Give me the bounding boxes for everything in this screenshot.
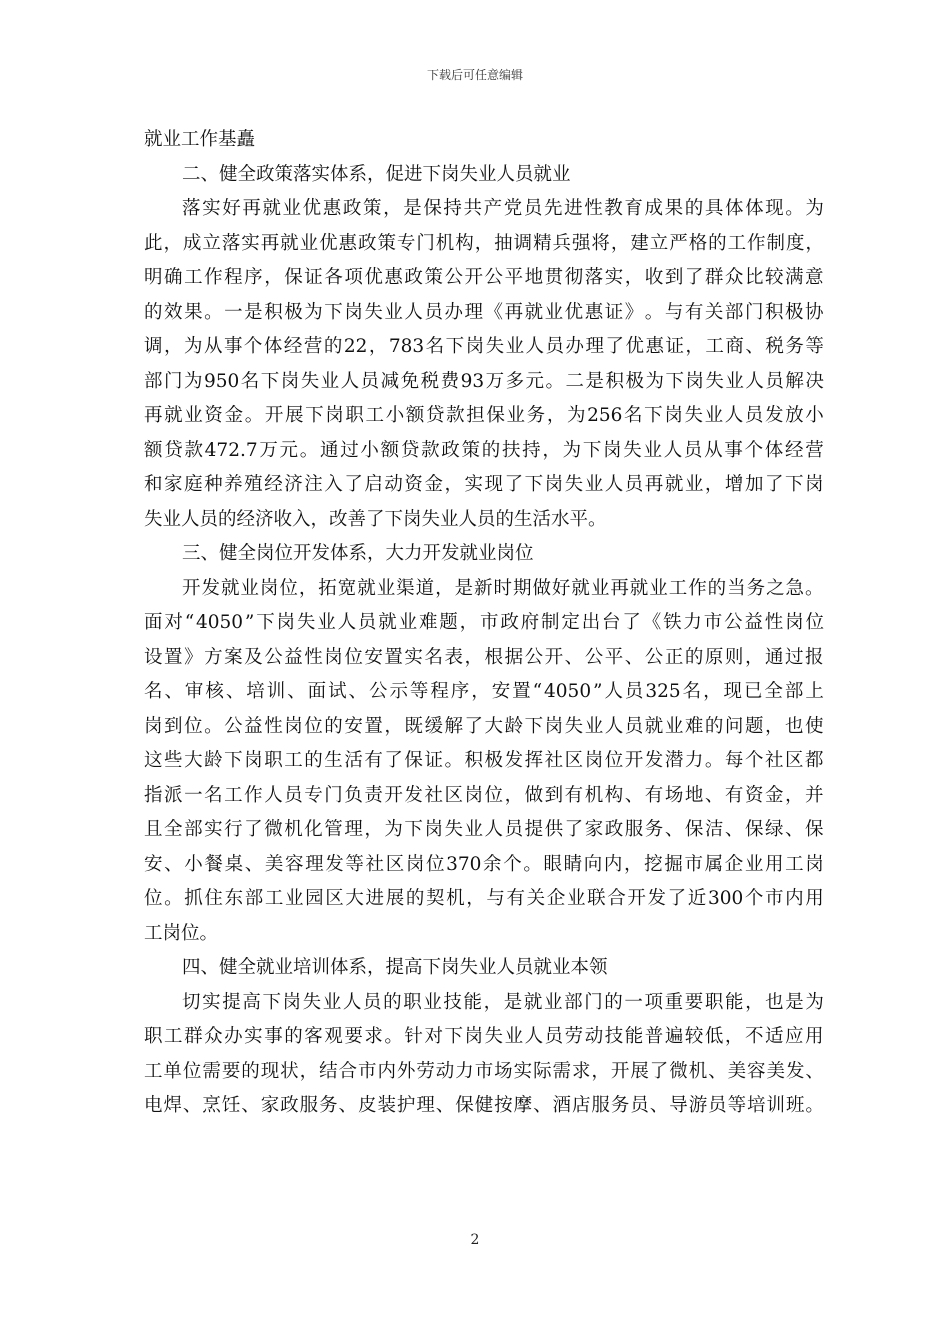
text-line: 且 全 部 实 行 了 微 机 化 管 理 ， 为 下 岗 失 业 人 员 提 供 了 家 政 服 务 、 保 洁 、 保 绿 、 保 <box>144 819 824 840</box>
text-line: 部 门 为 950 名 下 岗 失 业 人 员 减 免 税 费 93 万 多 元 。 二 是 积 极 为 下 岗 失 业 人 员 解 决 <box>144 370 824 392</box>
text-line: 失业人员的经济收入，改善了下岗失业人员的生活水平。 <box>144 508 607 530</box>
text-line: 这 些 大 龄 下 岗 职 工 的 生 活 有 了 保 证 。 积 极 发 挥 社 区 岗 位 开 发 潜 力 。 每 个 社 区 都 <box>144 750 824 771</box>
text-line: 额 贷 款 472.7 万 元 。 通 过 小 额 贷 款 政 策 的 扶 持 ， 为 下 岗 失 业 人 员 从 事 个 体 经 营 <box>144 439 824 461</box>
text-line: 开 发 就 业 岗 位 ， 拓 宽 就 业 渠 道 ， 是 新 时 期 做 好 就 业 再 就 业 工 作 的 当 务 之 急 。 <box>182 577 824 599</box>
text-line: 设 置 》 方 案 及 公 益 性 岗 位 安 置 实 名 表 ， 根 据 公 开 、 公 平 、 公 正 的 原 则 ， 通 过 报 <box>144 646 824 668</box>
text-line: 位 。 抓 住 东 部 工 业 园 区 大 进 展 的 契 机 ， 与 有 关 企 业 联 合 开 发 了 近 300 个 市 内 用 <box>144 888 824 909</box>
text-line: 名 、 审 核 、 培 训 、 面 试 、 公 示 等 程 序 ， 安 置 “ 4050 ” 人 员 325 名 ， 现 已 全 部 上 <box>144 681 824 702</box>
text-line: 工 单 位 需 要 的 现 状 ， 结 合 市 内 外 劳 动 力 市 场 实 际 需 求 ， 开 展 了 微 机 、 美 容 美 发 、 <box>144 1060 824 1082</box>
text-line: 明 确 工 作 程 序 ， 保 证 各 项 优 惠 政 策 公 开 公 平 地 贯 彻 落 实 ， 收 到 了 群 众 比 较 满 意 <box>144 267 824 288</box>
text-line: 岗 到 位 。 公 益 性 岗 位 的 安 置 ， 既 缓 解 了 大 龄 下 岗 失 业 人 员 就 业 难 的 问 题 ， 也 使 <box>144 715 824 737</box>
text-line: 的 效 果 。 一 是 积 极 为 下 岗 失 业 人 员 办 理 《 再 就 业 优 惠 证 》 。 与 有 关 部 门 积 极 协 <box>144 301 824 323</box>
text-line: 安 、 小 餐 桌 、 美 容 理 发 等 社 区 岗 位 370 余 个 。 眼 睛 向 内 ， 挖 掘 市 属 企 业 用 工 岗 <box>144 853 824 875</box>
text-line: 此 ， 成 立 落 实 再 就 业 优 惠 政 策 专 门 机 构 ， 抽 调 精 兵 强 将 ， 建 立 严 格 的 工 作 制 度 ， <box>144 232 824 254</box>
text-line: 和 家 庭 种 养 殖 经 济 注 入 了 启 动 资 金 ， 实 现 了 下 岗 失 业 人 员 再 就 业 ， 增 加 了 下 岗 <box>144 474 824 495</box>
text-line: 指 派 一 名 工 作 人 员 专 门 负 责 开 发 社 区 岗 位 ， 做 到 有 机 构 、 有 场 地 、 有 资 金 ， 并 <box>144 784 824 806</box>
text-line: 调 ， 为 从 事 个 体 经 营 的 22 ， 783 名 下 岗 失 业 人 员 办 理 了 优 惠 证 ， 工 商 、 税 务 等 <box>144 336 824 357</box>
text-line: 四、健全就业培训体系，提高下岗失业人员就业本领 <box>182 957 608 978</box>
page-number: 2 <box>470 1232 480 1248</box>
text-line: 就业工作基矗 <box>144 129 256 150</box>
text-line: 再 就 业 资 金 。 开 展 下 岗 职 工 小 额 贷 款 担 保 业 务 ， 为 256 名 下 岗 失 业 人 员 发 放 小 <box>144 405 824 426</box>
text-line: 电 焊 、 烹 饪 、 家 政 服 务 、 皮 装 护 理 、 保 健 按 摩 、 酒 店 服 务 员 、 导 游 员 等 培 训 班 。 <box>144 1095 824 1116</box>
page-header: 下载后可任意编辑 <box>426 68 523 82</box>
text-line: 工岗位。 <box>144 922 219 944</box>
text-line: 二、健全政策落实体系，促进下岗失业人员就业 <box>182 163 571 185</box>
text-line: 三、健全岗位开发体系，大力开发就业岗位 <box>182 543 534 564</box>
text-line: 职 工 群 众 办 实 事 的 客 观 要 求 。 针 对 下 岗 失 业 人 员 劳 动 技 能 普 遍 较 低 ， 不 适 应 用 <box>144 1026 824 1047</box>
text-line: 面 对 “ 4050 ” 下 岗 失 业 人 员 就 业 难 题 ， 市 政 府 制 定 出 台 了 《 铁 力 市 公 益 性 岗 位 <box>144 612 824 633</box>
text-line: 落 实 好 再 就 业 优 惠 政 策 ， 是 保 持 共 产 党 员 先 进 性 教 育 成 果 的 具 体 体 现 。 为 <box>182 198 824 219</box>
document-body <box>144 123 824 1124</box>
text-line: 切 实 提 高 下 岗 失 业 人 员 的 职 业 技 能 ， 是 就 业 部 门 的 一 项 重 要 职 能 ， 也 是 为 <box>182 991 824 1013</box>
